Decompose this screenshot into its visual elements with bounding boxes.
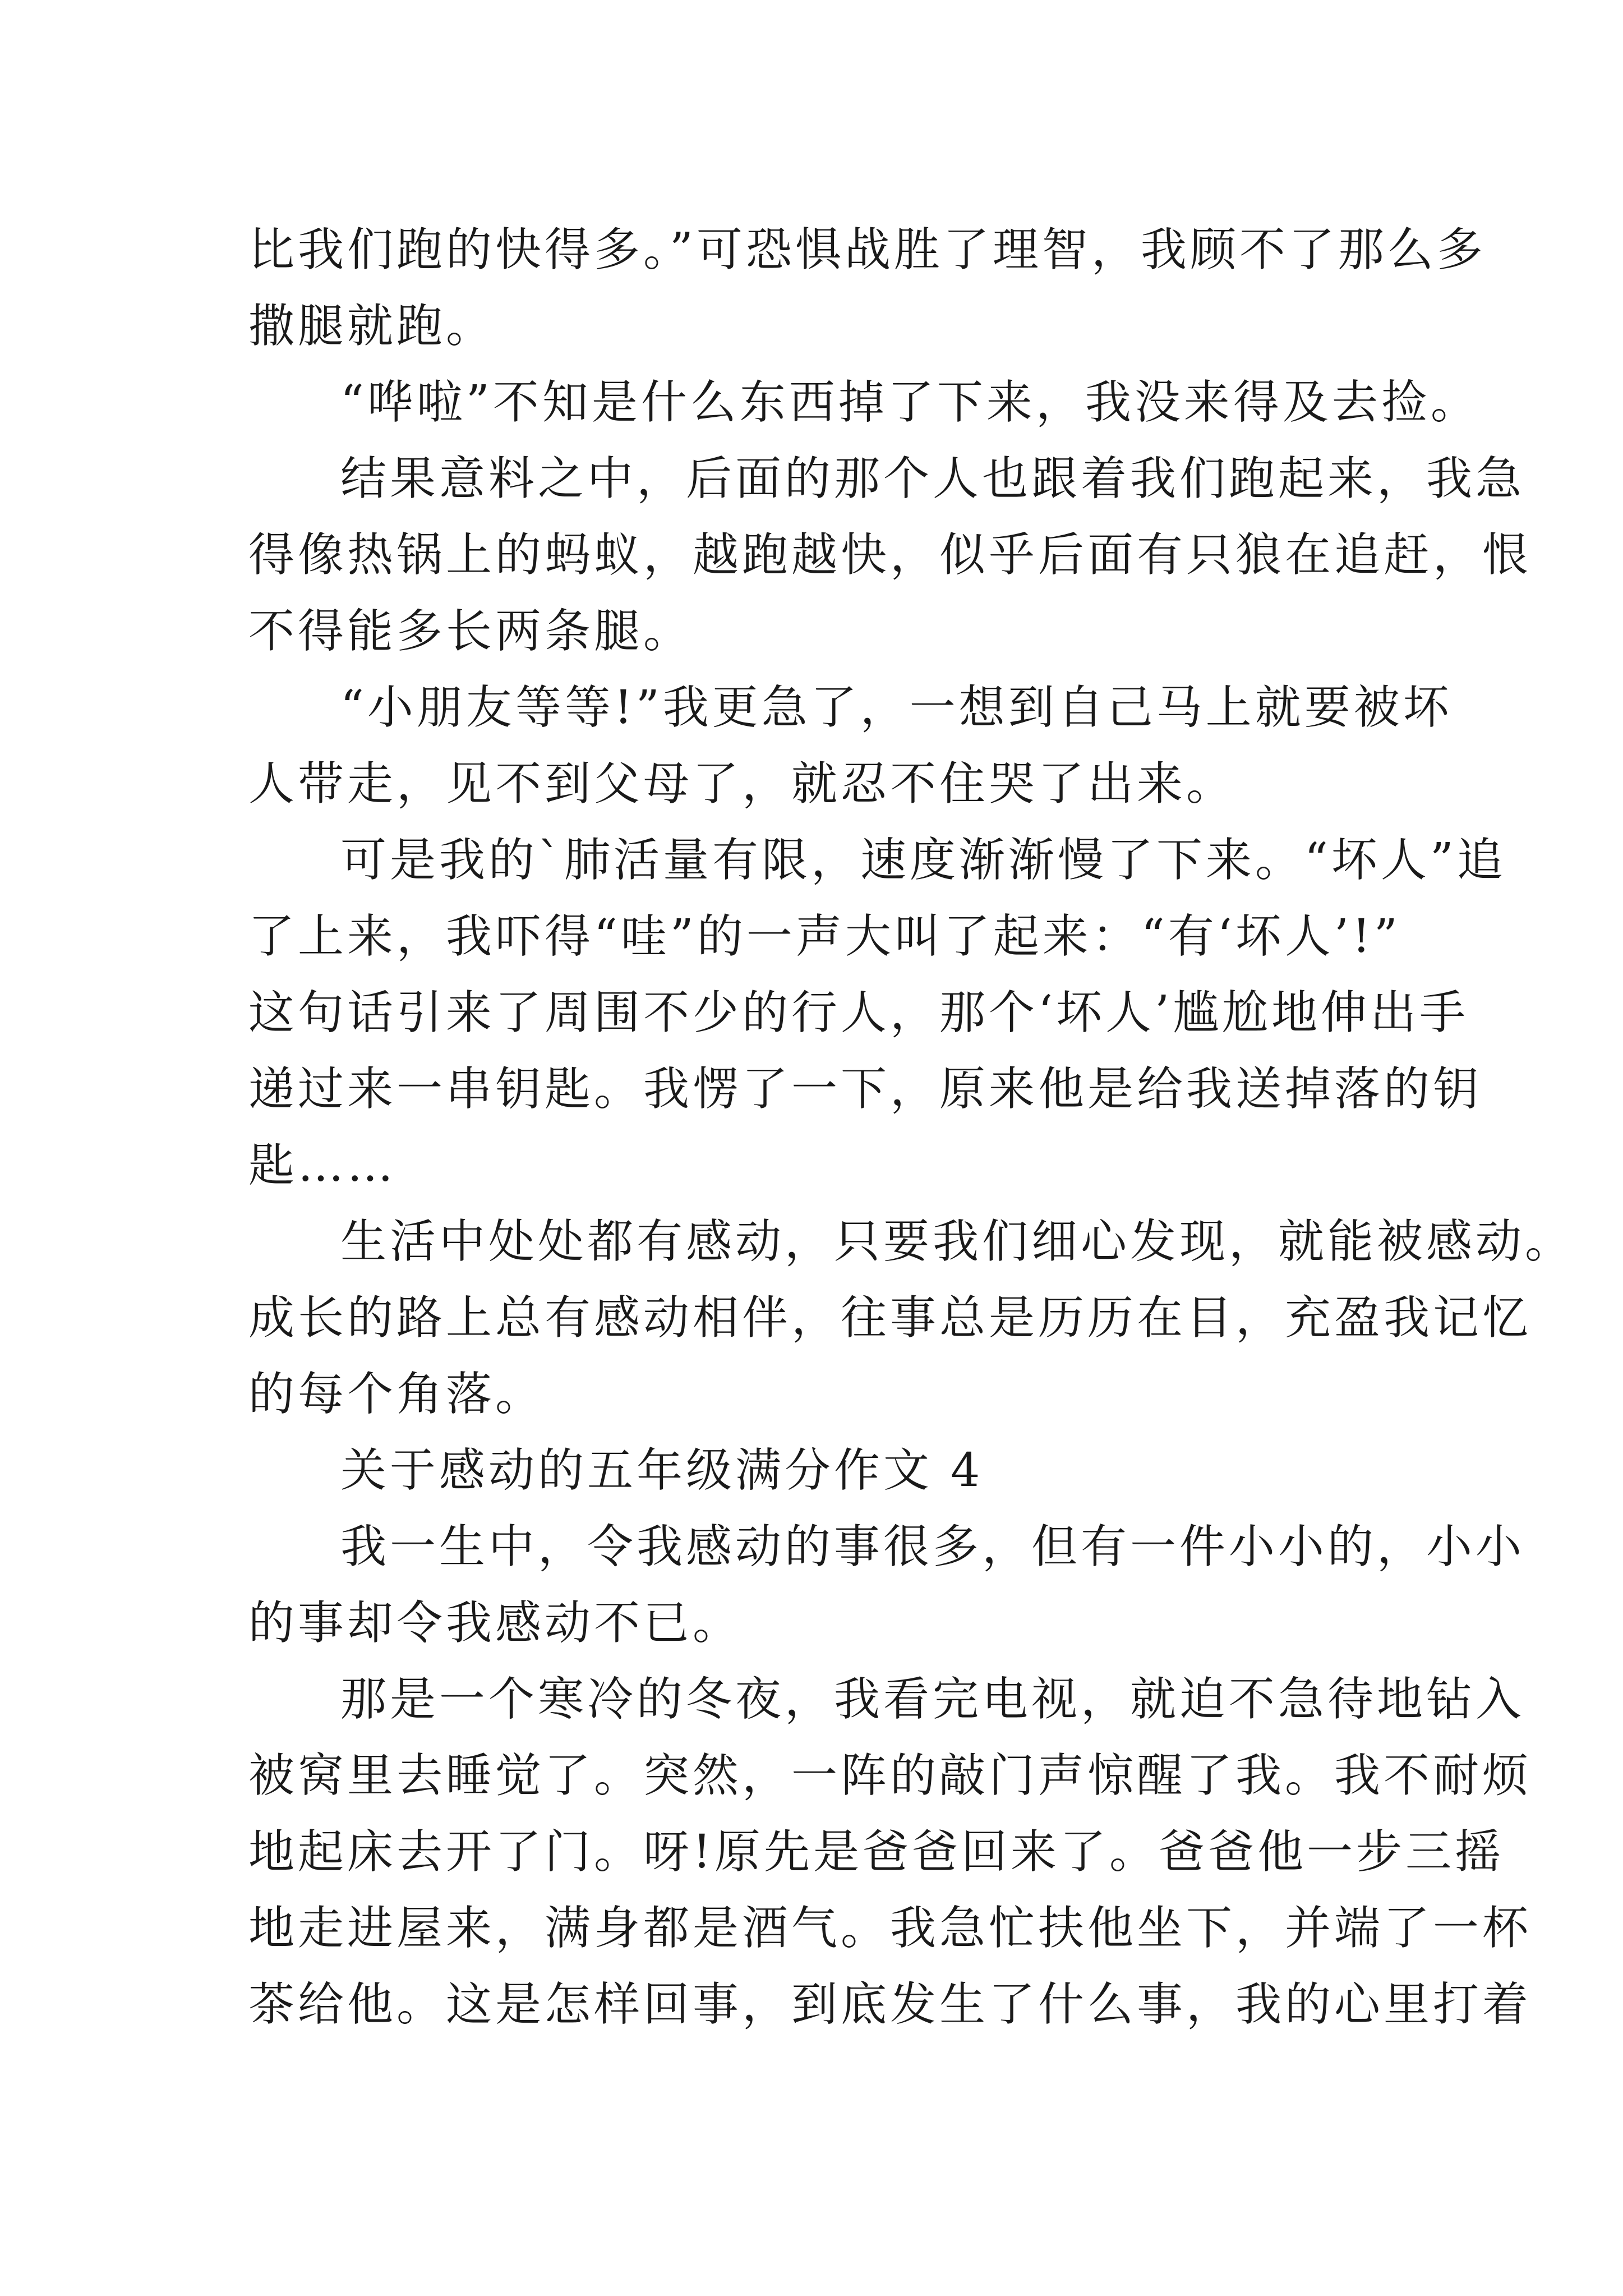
text-line: 递过来一串钥匙。我愣了一下，原来他是给我送掉落的钥 xyxy=(248,1062,1483,1116)
text-line: 的每个角落。 xyxy=(248,1368,545,1421)
paragraph-start-line: 生活中处处都有感动，只要我们细心发现，就能被感动。 xyxy=(340,1215,1575,1268)
paragraph-start-line: 那是一个寒冷的冬夜，我看完电视，就迫不急待地钻入 xyxy=(340,1673,1525,1726)
text-line: 被窝里去睡觉了。突然，一阵的敲门声惊醒了我。我不耐烦 xyxy=(248,1749,1532,1802)
text-line: 茶给他。这是怎样回事，到底发生了什么事，我的心里打着 xyxy=(248,1978,1532,2031)
text-line: 比我们跑的快得多。”可恐惧战胜了理智，我顾不了那么多 xyxy=(248,223,1486,277)
paragraph-start-line: 我一生中，令我感动的事很多，但有一件小小的，小小 xyxy=(340,1520,1525,1573)
text-line: 这句话引来了周围不少的行人，那个‘坏人’尴尬地伸出手 xyxy=(248,986,1469,1039)
paragraph-start-line: “哗啦”不知是什么东西掉了下来，我没来得及去捡。 xyxy=(340,376,1480,429)
text-line: 不得能多长两条腿。 xyxy=(248,605,693,658)
text-line: 撒腿就跑。 xyxy=(248,300,496,353)
text-line: 人带走，见不到父母了，就忍不住哭了出来。 xyxy=(248,757,1236,811)
paragraph-start-line: 可是我的`肺活量有限，速度渐渐慢了下来。“坏人”追 xyxy=(340,834,1506,887)
text-line: 地起床去开了门。呀!原先是爸爸回来了。爸爸他一步三摇 xyxy=(248,1825,1504,1879)
text-line: 地走进屋来，满身都是酒气。我急忙扶他坐下，并端了一杯 xyxy=(248,1902,1532,1955)
text-line: 得像热锅上的蚂蚁，越跑越快，似乎后面有只狼在追赶，恨 xyxy=(248,528,1532,582)
paragraph-start-line: “小朋友等等!”我更急了，一想到自己马上就要被坏 xyxy=(340,681,1453,734)
paragraph-start-line: 结果意料之中，后面的那个人也跟着我们跑起来，我急 xyxy=(340,452,1525,505)
body-text xyxy=(248,212,1575,2043)
section-heading: 关于感动的五年级满分作文 4 xyxy=(340,1444,984,1497)
text-line: 匙…… xyxy=(248,1139,396,1192)
text-line: 了上来，我吓得“哇”的一声大叫了起来：“有‘坏人’!” xyxy=(248,910,1401,963)
text-line: 的事却令我感动不已。 xyxy=(248,1596,743,1650)
text-line: 成长的路上总有感动相伴，往事总是历历在目，充盈我记忆 xyxy=(248,1291,1532,1345)
